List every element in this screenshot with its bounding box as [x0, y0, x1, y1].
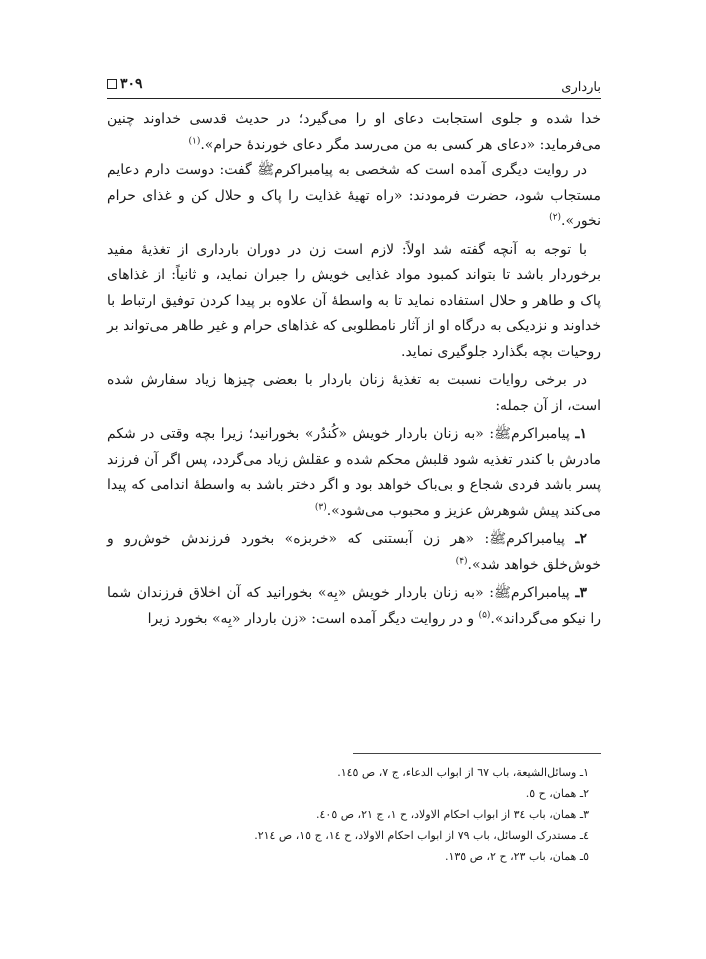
list-item-2-number: ۲ـ	[575, 531, 588, 547]
footnote-3: ۳ـ همان، باب ٣٤ از ابواب احکام الاولاد، ح ١، ج ٢١، ص ٤٠٥.	[316, 808, 589, 821]
paragraph-2	[107, 158, 601, 235]
list-item-2	[107, 527, 601, 578]
list-item-1-text: پیامبراکرمﷺ: «به زنان باردار خویش «کُندُر» بخورانید؛ زیرا بچه وقتی در شکم مادرش با کندر تغذیه شود قلبش محکم شده و عقلش زیاد می‌گردد، پس اگر آن فرزند پسر باشد فردی شجاع و بی‌باک خواهد بود و اگر دختر باشد به واسطهٔ اندامی که پیدا می‌کند پیش شوهرش عزیز و محبوب می‌شود».	[107, 426, 601, 519]
footnote-ref-4: (۴)	[455, 555, 468, 566]
page-header	[107, 70, 601, 99]
footnote-5: ٥ـ همان، باب ٢٣، ح ٢، ص ١٣٥.	[444, 850, 589, 863]
footnote-2: ۲ـ همان، ح ٥.	[525, 787, 589, 800]
page-number	[107, 76, 143, 92]
list-item-3-continuation: و در روایت دیگر آمده است: «زن باردار «بِه» بخورد زیرا	[147, 610, 475, 627]
page-number-text: ۳۰۹	[120, 76, 143, 92]
footnotes	[107, 753, 601, 867]
list-item-2-text: پیامبراکرمﷺ: «هر زن آبستنی که «خربزه» بخورد فرزندش خوش‌رو و خوش‌خلق خواهد شد».	[107, 531, 601, 573]
footnote-ref-5: (۵)	[478, 609, 491, 620]
footnote-ref-3: (۳)	[314, 501, 327, 512]
running-title: بارداری	[561, 80, 601, 95]
list-item-3-number: ۳ـ	[575, 585, 587, 601]
paragraph-4-text: در برخی روایات نسبت به تغذیهٔ زنان باردار با بعضی چیزها زیاد سفارش شده است، از آن جمله:	[107, 372, 601, 414]
paragraph-1	[107, 107, 601, 158]
list-item-3	[107, 581, 601, 632]
footnote-1: ۱ـ وسائل‌الشیعة، باب ٦٧ از ابواب الدعاء، ج ٧، ص ١٤٥.	[337, 766, 589, 779]
page-number-box-icon	[107, 79, 117, 89]
footnote-ref-2: (۲)	[549, 212, 562, 223]
paragraph-1-text: خدا شده و جلوی استجابت دعای او را می‌گیرد؛ در حدیث قدسی خداوند چنین می‌فرماید: «دعای هر کسی به من می‌رسد مگر دعای خورندهٔ حرام».	[107, 111, 601, 153]
book-page	[107, 70, 601, 910]
footnote-divider	[353, 753, 601, 754]
footnote-ref-1: (۱)	[188, 135, 201, 146]
list-item-1	[107, 422, 601, 524]
paragraph-4	[107, 368, 601, 419]
list-item-3-text: پیامبراکرمﷺ: «به زنان باردار خویش «بِه» بخورانید که آن اخلاق فرزندان شما را نیکو می‌گرداند».	[107, 585, 601, 627]
footnote-4: ٤ـ مستدرک الوسائل، باب ٧٩ از ابواب احکام الاولاد، ح ١٤، ج ١٥، ص ٢١٤.	[254, 829, 589, 842]
paragraph-3	[107, 238, 601, 366]
paragraph-2-text: در روایت دیگری آمده است که شخصی به پیامبراکرمﷺ گفت: دوست دارم دعایم مستجاب شود، حضرت فرمودند: «راه تهیهٔ غذایت را پاک و حلال کن و غذای حرام نخور».	[107, 162, 601, 229]
list-item-1-number: ۱ـ	[575, 426, 587, 442]
body-text	[107, 107, 601, 632]
paragraph-3-text: با توجه به آنچه گفته شد اولاً: لازم است زن در دوران بارداری از تغذیهٔ مفید برخوردار باشد تا بتواند کمبود مواد غذایی خویش را جبران نماید، و ثانیاً: از غذاهای پاک و طاهر و حلال استفاده نماید تا به واسطهٔ آن علاوه بر پیدا کردن توفیق ارتباط با خداوند و نزدیکی به درگاه او از آثار نامطلوبی که غذاهای حرام و غیر طاهر می‌تواند بر روحیات بچه بگذارد جلوگیری نماید.	[107, 241, 601, 360]
